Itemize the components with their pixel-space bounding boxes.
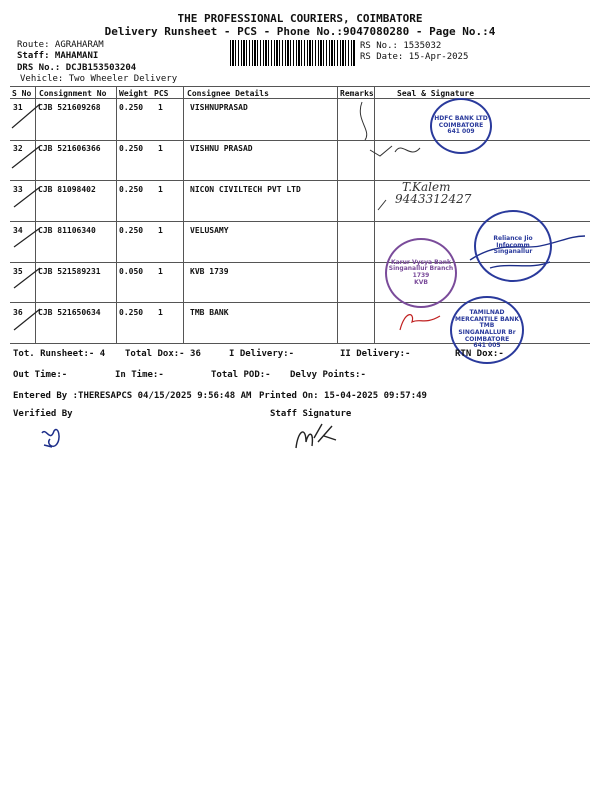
- row-consignee: NICON CIVILTECH PVT LTD: [190, 185, 301, 194]
- col-header-consignee: Consignee Details: [187, 89, 269, 98]
- col-header-seal-signature: Seal & Signature: [397, 89, 475, 98]
- row-consignment: CJB 521609268: [38, 103, 101, 112]
- staff-signature-label: Staff Signature: [270, 409, 352, 419]
- route-label: Route: AGRAHARAM: [17, 40, 104, 50]
- total-dox: Total Dox:- 36: [125, 349, 201, 359]
- row-weight: 0.250: [119, 144, 144, 153]
- rs-date: RS Date: 15-Apr-2025: [360, 52, 469, 62]
- row-consignee: VISHNUPRASAD: [190, 103, 248, 112]
- row-consignment: CJB 521650634: [38, 308, 101, 317]
- row-consignment: CJB 81098402: [38, 185, 96, 194]
- i-delivery: I Delivery:-: [229, 349, 295, 359]
- row-consignment: CJB 521589231: [38, 267, 101, 276]
- reliance-jio-seal: Reliance Jio Infocomm Singanallur: [474, 210, 552, 282]
- row-pcs: 1: [158, 308, 163, 317]
- total-pod: Total POD:-: [211, 370, 271, 380]
- col-header-consignment: Consignment No: [39, 89, 107, 98]
- printed-on: Printed On: 15-04-2025 09:57:49: [259, 391, 427, 401]
- staff-label: Staff: MAHAMANI: [17, 51, 99, 61]
- row-pcs: 1: [158, 144, 163, 153]
- col-header-pcs: PCS: [154, 89, 169, 98]
- ii-delivery: II Delivery:-: [340, 349, 411, 359]
- row-weight: 0.050: [119, 267, 144, 276]
- row-consignee: VISHNU PRASAD: [190, 144, 253, 153]
- tmb-seal: TAMILNAD MERCANTILE BANK TMB SINGANALLUR Br COIMBATORE 641 005: [450, 296, 524, 364]
- staff-signature: [292, 420, 342, 454]
- row-consignee: VELUSAMY: [190, 226, 229, 235]
- row-sno: 36: [13, 308, 23, 317]
- col-header-remarks: Remarks: [340, 89, 374, 98]
- row-sno: 35: [13, 267, 23, 276]
- row-sno: 33: [13, 185, 23, 194]
- row-pcs: 1: [158, 267, 163, 276]
- row-pcs: 1: [158, 103, 163, 112]
- row-consignment: CJB 521606366: [38, 144, 101, 153]
- row-pcs: 1: [158, 226, 163, 235]
- col-header-sno: S No: [12, 89, 32, 98]
- vehicle-label: Vehicle: Two Wheeler Delivery: [20, 74, 178, 84]
- row-consignment: CJB 81106340: [38, 226, 96, 235]
- out-time: Out Time:-: [13, 370, 68, 380]
- row-weight: 0.250: [119, 103, 144, 112]
- rtn-dox: RTN Dox:-: [455, 349, 504, 359]
- handwritten-phone: 9443312427: [395, 192, 472, 206]
- runsheet-subtitle: Delivery Runsheet - PCS - Phone No.:9047080280 - Page No.:4: [104, 25, 496, 38]
- row-consignee: KVB 1739: [190, 267, 229, 276]
- row-sno: 34: [13, 226, 23, 235]
- kvb-seal: Karur Vysya Bank Singanallur Branch 1739 KVB: [385, 238, 457, 308]
- rs-number: RS No.: 1535032: [360, 41, 442, 51]
- hdfc-bank-seal: HDFC BANK LTD COIMBATORE 641 009: [430, 98, 492, 154]
- row-sno: 32: [13, 144, 23, 153]
- company-title: THE PROFESSIONAL COURIERS, COIMBATORE: [177, 12, 423, 25]
- total-runsheet: Tot. Runsheet:- 4: [13, 349, 106, 359]
- entered-by: Entered By :THERESAPCS 04/15/2025 9:56:48 AM: [13, 391, 252, 401]
- handwritten-name: T.Kalem: [402, 180, 451, 194]
- row-sno: 31: [13, 103, 23, 112]
- col-header-weight: Weight: [119, 89, 148, 98]
- row-weight: 0.250: [119, 226, 144, 235]
- verifier-signature: [38, 425, 68, 451]
- drs-number: DRS No.: DCJB153503204: [17, 63, 137, 73]
- in-time: In Time:-: [115, 370, 164, 380]
- row-pcs: 1: [158, 185, 163, 194]
- delvy-points: Delvy Points:-: [290, 370, 366, 380]
- row-weight: 0.250: [119, 308, 144, 317]
- row-consignee: TMB BANK: [190, 308, 229, 317]
- row-weight: 0.250: [119, 185, 144, 194]
- verified-by-label: Verified By: [13, 409, 73, 419]
